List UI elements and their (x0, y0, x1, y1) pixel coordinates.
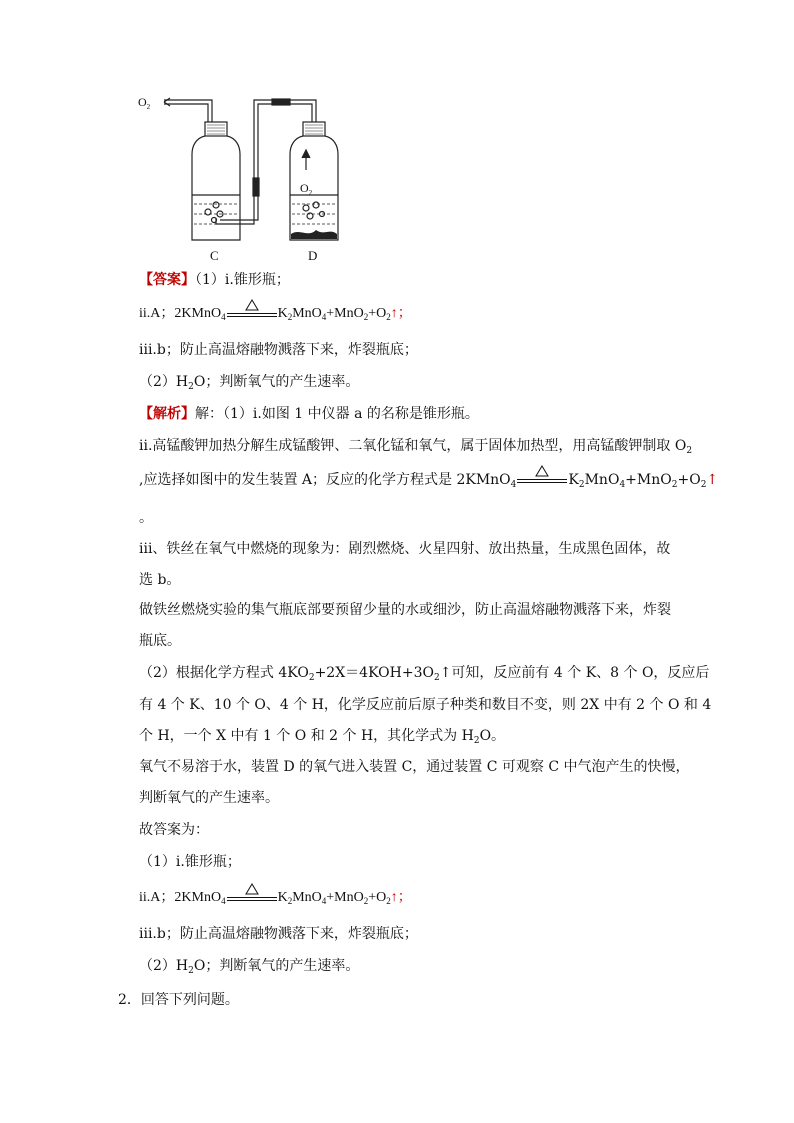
bottle-d (290, 122, 338, 240)
analysis-line-14: 故答案为： (139, 822, 209, 838)
answer-tag: 【答案】 (139, 272, 195, 288)
analysis-line-13: 判断氧气的产生速率。 (139, 790, 279, 806)
analysis-line-10: 有 4 个 K、10 个 O、4 个 H，化学反应前后原子种类和数目不变，则 2X 中有 2 个 O 和 4 (139, 697, 712, 713)
analysis-line-12: 氧气不易溶于水，装置 D 的氧气进入装置 C，通过装置 C 可观察 C 中气泡产生的快慢， (139, 759, 690, 775)
heat-condition-symbol (517, 473, 567, 487)
solid-reagent (291, 230, 337, 239)
analysis-line-1: 【解析】解：（1）i.如图 1 中仪器 a 的名称是锥形瓶。 (139, 406, 479, 422)
analysis-tag: 【解析】 (139, 406, 195, 422)
analysis-line-8: 瓶底。 (139, 633, 181, 649)
apparatus-diagram (130, 92, 360, 262)
analysis-line-2: ii.高锰酸钾加热分解生成锰酸钾、二氧化锰和氧气，属于固体加热型，用高锰酸钾制取 $O_2$ (139, 438, 693, 456)
analysis-line-11: 个 H，一个 X 中有 1 个 O 和 2 个 H，其化学式为 $H_2O$。 (139, 728, 506, 746)
heat-condition-symbol (227, 891, 277, 905)
analysis-line-15: （1）i.锥形瓶； (139, 854, 241, 870)
analysis-line-5: iii、铁丝在氧气中燃烧的现象为：剧烈燃烧、火星四射、放出热量，生成黑色固体，故 (139, 541, 671, 557)
analysis-line-3: ,应选择如图中的发生装置 A；反应的化学方程式是 2KMnO$_4$ $K_2MnO_4+MnO_2+O_2↑$ (139, 468, 718, 492)
answer-line-4: $(2)H_2O$；判断氧气的产生速率。 (139, 374, 360, 392)
svg-text:O2: $O_2$ (300, 181, 313, 197)
answer-line-3: iii.b；防止高温熔融物溅落下来，炸裂瓶底； (139, 342, 418, 358)
analysis-line-9: （2）根据化学方程式 $4KO_2+2X=4KOH+3O_2↑$可知，反应前有 4 个 K、8 个 O，反应后 (139, 665, 710, 683)
analysis-line-6: 选 b。 (139, 572, 181, 588)
question-number: 2． (118, 992, 141, 1008)
question-2 (118, 988, 239, 1012)
answer-line-1: 【答案】（1）i.锥形瓶； (139, 272, 290, 288)
heat-condition-symbol (227, 307, 277, 321)
svg-text:O2: $O_2$ (138, 95, 151, 111)
analysis-line-4: 。 (139, 510, 153, 526)
answer-line-2: ii.A；2KMnO$_4$ $K_2MnO_4+MnO_2+O_2↑$； (139, 302, 412, 326)
analysis-line-16: ii.A；2KMnO$_4$ $K_2MnO_4+MnO_2+O_2↑$； (139, 886, 412, 910)
question-text: 回答下列问题。 (140, 992, 239, 1008)
analysis-line-18: $(2)H_2O$；判断氧气的产生速率。 (139, 958, 360, 976)
bottle-c-label: C (210, 248, 219, 262)
analysis-line-17: iii.b；防止高温熔融物溅落下来，炸裂瓶底； (139, 926, 418, 942)
analysis-line-7: 做铁丝燃烧实验的集气瓶底部要预留少量的水或细沙，防止高温熔融物溅落下来，炸裂 (139, 602, 671, 618)
bottle-d-label: D (308, 248, 318, 262)
